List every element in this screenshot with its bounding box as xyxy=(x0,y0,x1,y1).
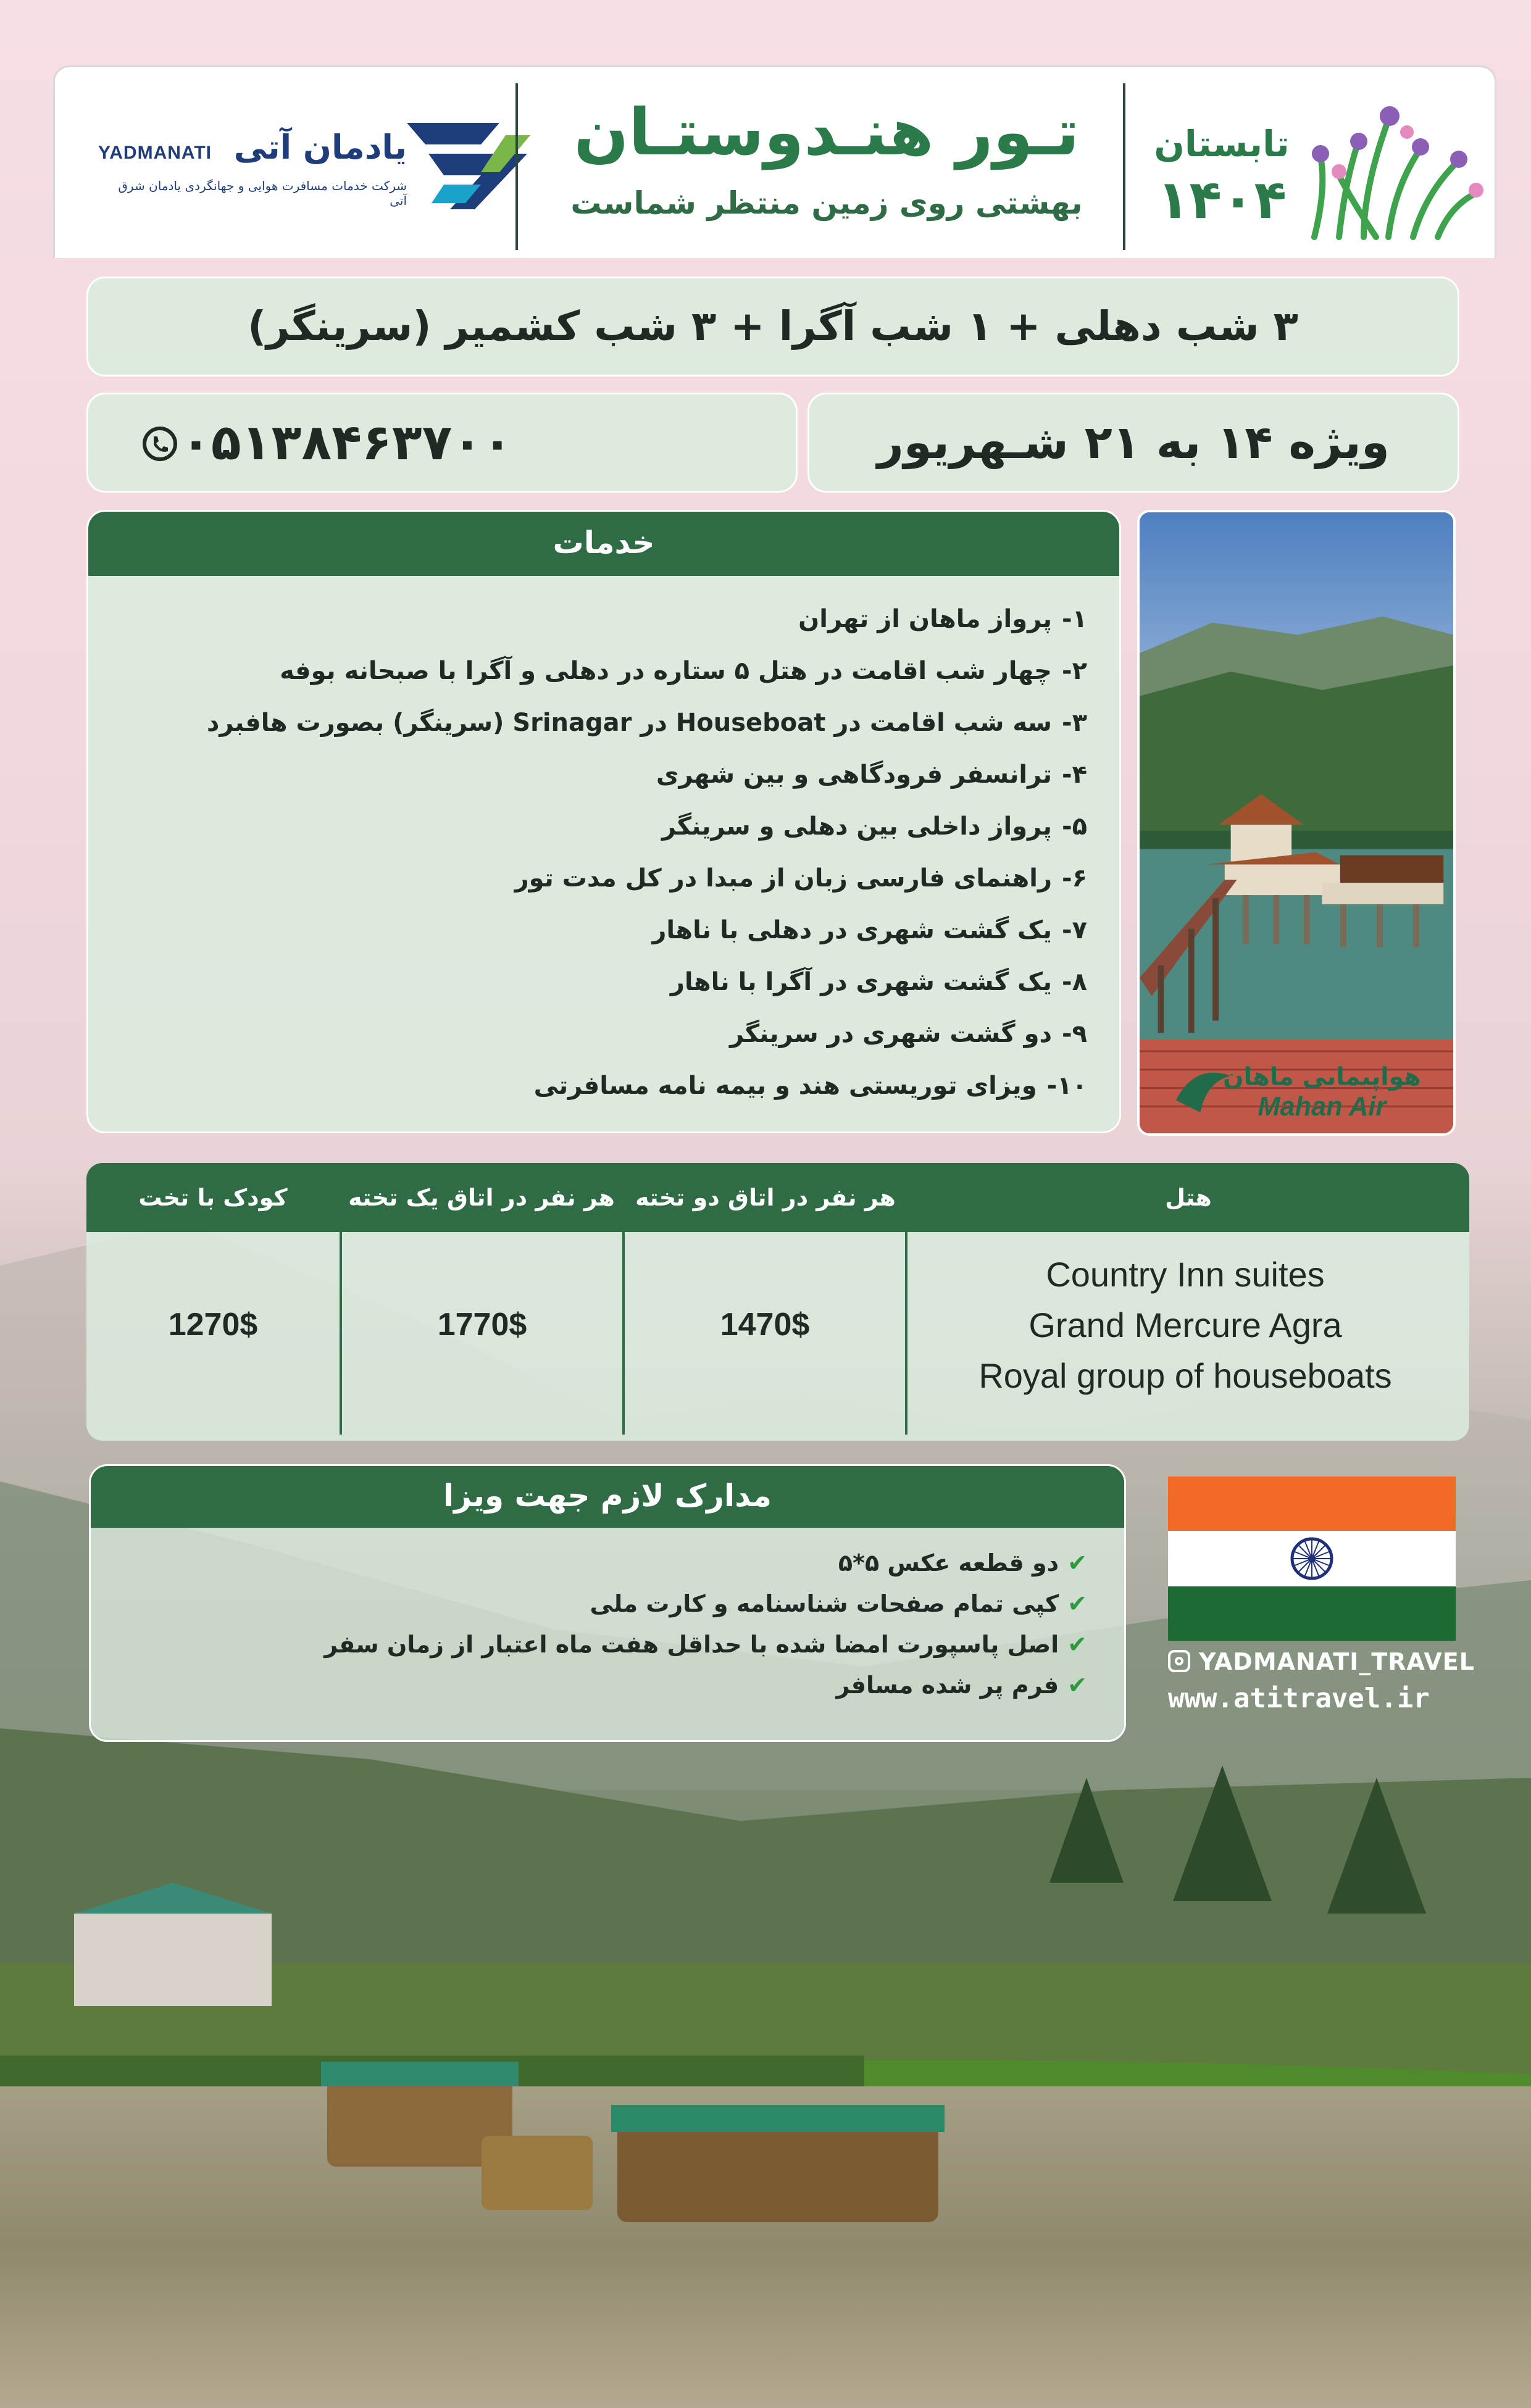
ashoka-chakra-icon xyxy=(1282,1536,1342,1581)
services-list xyxy=(88,576,1119,1112)
header-bar xyxy=(53,65,1496,258)
lake-pavilion-image xyxy=(1140,512,1453,1133)
kashmir-photo xyxy=(1137,510,1456,1136)
header-divider xyxy=(1123,83,1125,250)
tour-subtitle: بهشتی روی زمین منتظر شماست xyxy=(570,185,1083,221)
header-divider xyxy=(515,83,518,250)
visa-documents-list xyxy=(91,1528,1124,1706)
service-item: ۵-پرواز داخلی بین دهلی و سرینگر xyxy=(661,812,1087,841)
dates-banner: ویژه ۱۴ به ۲۱ شـهریور xyxy=(807,393,1459,493)
phone-banner[interactable] xyxy=(86,393,798,493)
brand-name-fa: یادمان آتی xyxy=(233,128,407,167)
pricing-table-header xyxy=(86,1163,1469,1232)
document-item: ✔دو قطعه عکس ۵*۵ xyxy=(838,1549,1087,1577)
title-block xyxy=(549,86,1104,246)
service-item: ۹-دو گشت شهری در سرینگر xyxy=(730,1020,1087,1048)
price-double: 1470$ xyxy=(720,1307,810,1343)
airline-name-en: Mahan Air xyxy=(1258,1092,1387,1122)
service-item: ۱۰-ویزای توریستی هند و بیمه نامه مسافرتی xyxy=(533,1072,1087,1100)
flowers-icon xyxy=(1302,95,1487,243)
header-double-room: هر نفر در اتاق دو تخته xyxy=(635,1184,896,1211)
itinerary-banner: ۳ شب دهلی + ۱ شب آگرا + ۳ شب کشمیر (سرینگر) xyxy=(86,277,1459,377)
service-item: ۲-چهار شب اقامت در هتل ۵ ستاره در دهلی و آگرا با صبحانه بوفه xyxy=(280,657,1087,685)
hotel-name: Royal group of houseboats xyxy=(978,1356,1392,1395)
phone-number[interactable]: ۰۵۱۳۸۴۶۳۷۰۰ xyxy=(181,414,513,471)
check-icon: ✔ xyxy=(1067,1672,1087,1699)
airline-name-fa: هواپیمایی ماهان xyxy=(1223,1062,1421,1091)
service-item: ۶-راهنمای فارسی زبان از مبدا در کل مدت تور xyxy=(514,864,1087,893)
instagram-icon xyxy=(1168,1650,1190,1672)
document-item: ✔اصل پاسپورت امضا شده با حداقل هفت ماه اعتبار از زمان سفر xyxy=(324,1631,1087,1658)
document-item: ✔کپی تمام صفحات شناسنامه و کارت ملی xyxy=(590,1590,1087,1617)
pricing-table xyxy=(86,1163,1469,1441)
brand-tagline: شرکت خدمات مسافرت هوایی و جهانگردی یادمان شرق آتی xyxy=(118,178,407,208)
document-item: ✔فرم پر شده مسافر xyxy=(836,1672,1087,1699)
services-panel xyxy=(86,510,1121,1133)
service-item: ۴-ترانسفر فرودگاهی و بین شهری xyxy=(656,760,1087,789)
visa-documents-panel xyxy=(89,1464,1126,1742)
check-icon: ✔ xyxy=(1067,1590,1087,1617)
check-icon: ✔ xyxy=(1067,1631,1087,1658)
hotel-list xyxy=(926,1249,1445,1401)
service-item: ۷-یک گشت شهری در دهلی با ناهار xyxy=(652,916,1087,944)
visa-documents-heading: مدارک لازم جهت ویزا xyxy=(91,1466,1124,1528)
brand-name-en: YADMANATI xyxy=(98,143,212,163)
header-hotel: هتل xyxy=(1165,1184,1212,1211)
column-divider xyxy=(905,1232,907,1435)
brand-logo[interactable] xyxy=(92,104,524,228)
hotel-name: Grand Mercure Agra xyxy=(1028,1306,1342,1344)
instagram-handle[interactable] xyxy=(1168,1648,1475,1675)
services-heading: خدمات xyxy=(88,512,1119,576)
phone-icon xyxy=(141,425,178,462)
service-item: ۸-یک گشت شهری در آگرا با ناهار xyxy=(670,968,1087,996)
india-flag-icon xyxy=(1168,1477,1456,1641)
header-child-with-bed: کودک با تخت xyxy=(138,1184,288,1211)
brand-logo-mark-icon xyxy=(407,110,530,215)
season-label: تابستان xyxy=(1154,123,1290,165)
season-year: ۱۴۰۴ xyxy=(1157,169,1287,231)
season-block xyxy=(1141,86,1487,246)
price-single: 1770$ xyxy=(437,1307,527,1343)
service-item: ۱-پرواز ماهان از تهران xyxy=(798,605,1087,633)
flag-green-stripe xyxy=(1168,1586,1456,1641)
check-icon: ✔ xyxy=(1067,1549,1087,1577)
price-child: 1270$ xyxy=(168,1307,258,1343)
flag-saffron-stripe xyxy=(1168,1477,1456,1531)
website-link[interactable]: www.atitravel.ir xyxy=(1168,1683,1430,1714)
instagram-handle-text: YADMANATI_TRAVEL xyxy=(1199,1648,1475,1675)
tour-title: تـور هنـدوستـان xyxy=(574,94,1080,170)
header-single-room: هر نفر در اتاق یک تخته xyxy=(348,1184,615,1211)
service-item: ۳-سه شب اقامت در Houseboat در Srinagar (سرینگر) بصورت هافبرد xyxy=(206,709,1087,737)
hotel-name: Country Inn suites xyxy=(1046,1255,1325,1294)
